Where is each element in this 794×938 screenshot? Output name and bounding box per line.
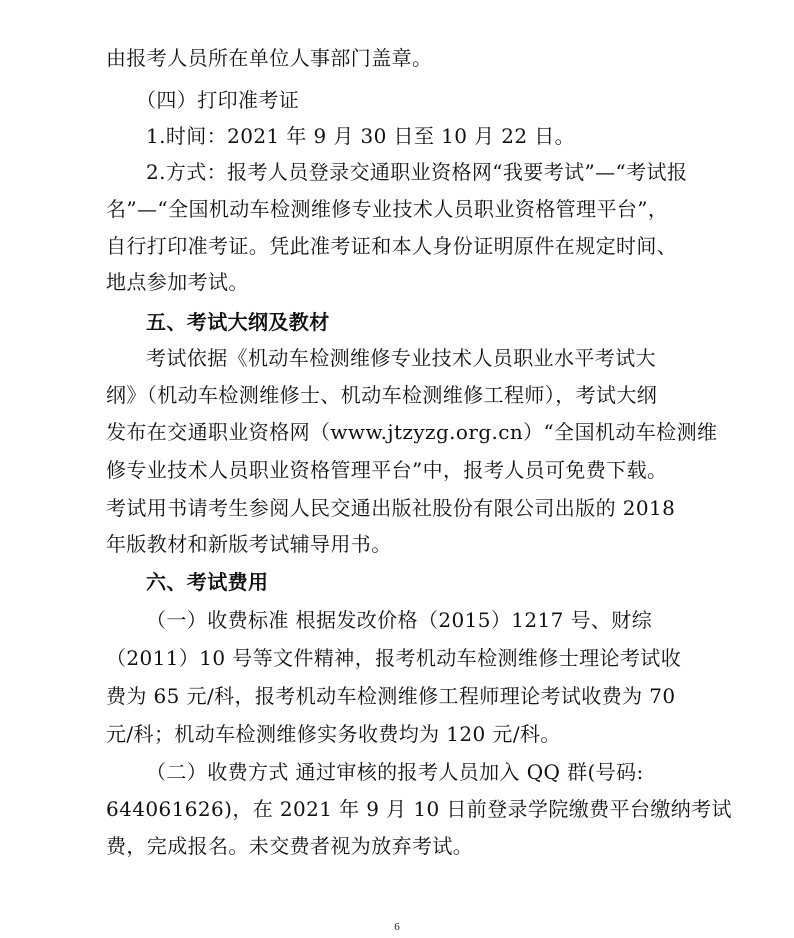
text-line: 纲》（机动车检测维修士、机动车检测维修工程师），考试大纲	[106, 383, 658, 407]
text-line-fee-method: （二）收费方式 通过审核的报考人员加入 QQ 群(号码:	[146, 760, 644, 784]
text-line: 修专业技术人员职业资格管理平台”中，报考人员可免费下载。	[106, 458, 668, 482]
text-line-fee-standard: （一）收费标准 根据发改价格（2015）1217 号、财综	[146, 608, 653, 632]
text-line-time: 1.时间：2021 年 9 月 30 日至 10 月 22 日。	[146, 124, 576, 148]
text-line: 地点参加考试。	[106, 270, 249, 294]
text-line: 自行打印准考证。凭此准考证和本人身份证明原件在规定时间、	[106, 234, 678, 258]
text-line: 考试依据《机动车检测维修专业技术人员职业水平考试大	[146, 346, 656, 370]
section-heading-fees: 六、考试费用	[146, 570, 269, 594]
text-line: 元/科；机动车检测维修实务收费均为 120 元/科。	[106, 722, 561, 746]
subsection-heading-print-admission: （四）打印准考证	[136, 88, 300, 112]
text-line-continuation: 由报考人员所在单位人事部门盖章。	[106, 46, 433, 70]
page-number: 6	[394, 921, 400, 933]
text-line-website: 发布在交通职业资格网（www.jtzyzg.org.cn）“全国机动车检测维	[106, 420, 718, 444]
section-heading-outline: 五、考试大纲及教材	[146, 310, 330, 334]
text-line: 考试用书请考生参阅人民交通出版社股份有限公司出版的 2018	[106, 496, 676, 520]
text-line: 费为 65 元/科，报考机动车检测维修工程师理论考试收费为 70	[106, 684, 676, 708]
text-line-qq-number: 644061626)，在 2021 年 9 月 10 日前登录学院缴费平台缴纳考试	[106, 797, 732, 821]
text-line: 名”—“全国机动车检测维修专业技术人员职业资格管理平台”，	[106, 197, 669, 221]
text-line-method: 2.方式：报考人员登录交通职业资格网“我要考试”—“考试报	[146, 160, 688, 184]
text-line: （2011）10 号等文件精神，报考机动车检测维修士理论考试收	[106, 646, 682, 670]
text-line: 费，完成报名。未交费者视为放弃考试。	[106, 834, 474, 858]
text-line: 年版教材和新版考试辅导用书。	[106, 532, 392, 556]
